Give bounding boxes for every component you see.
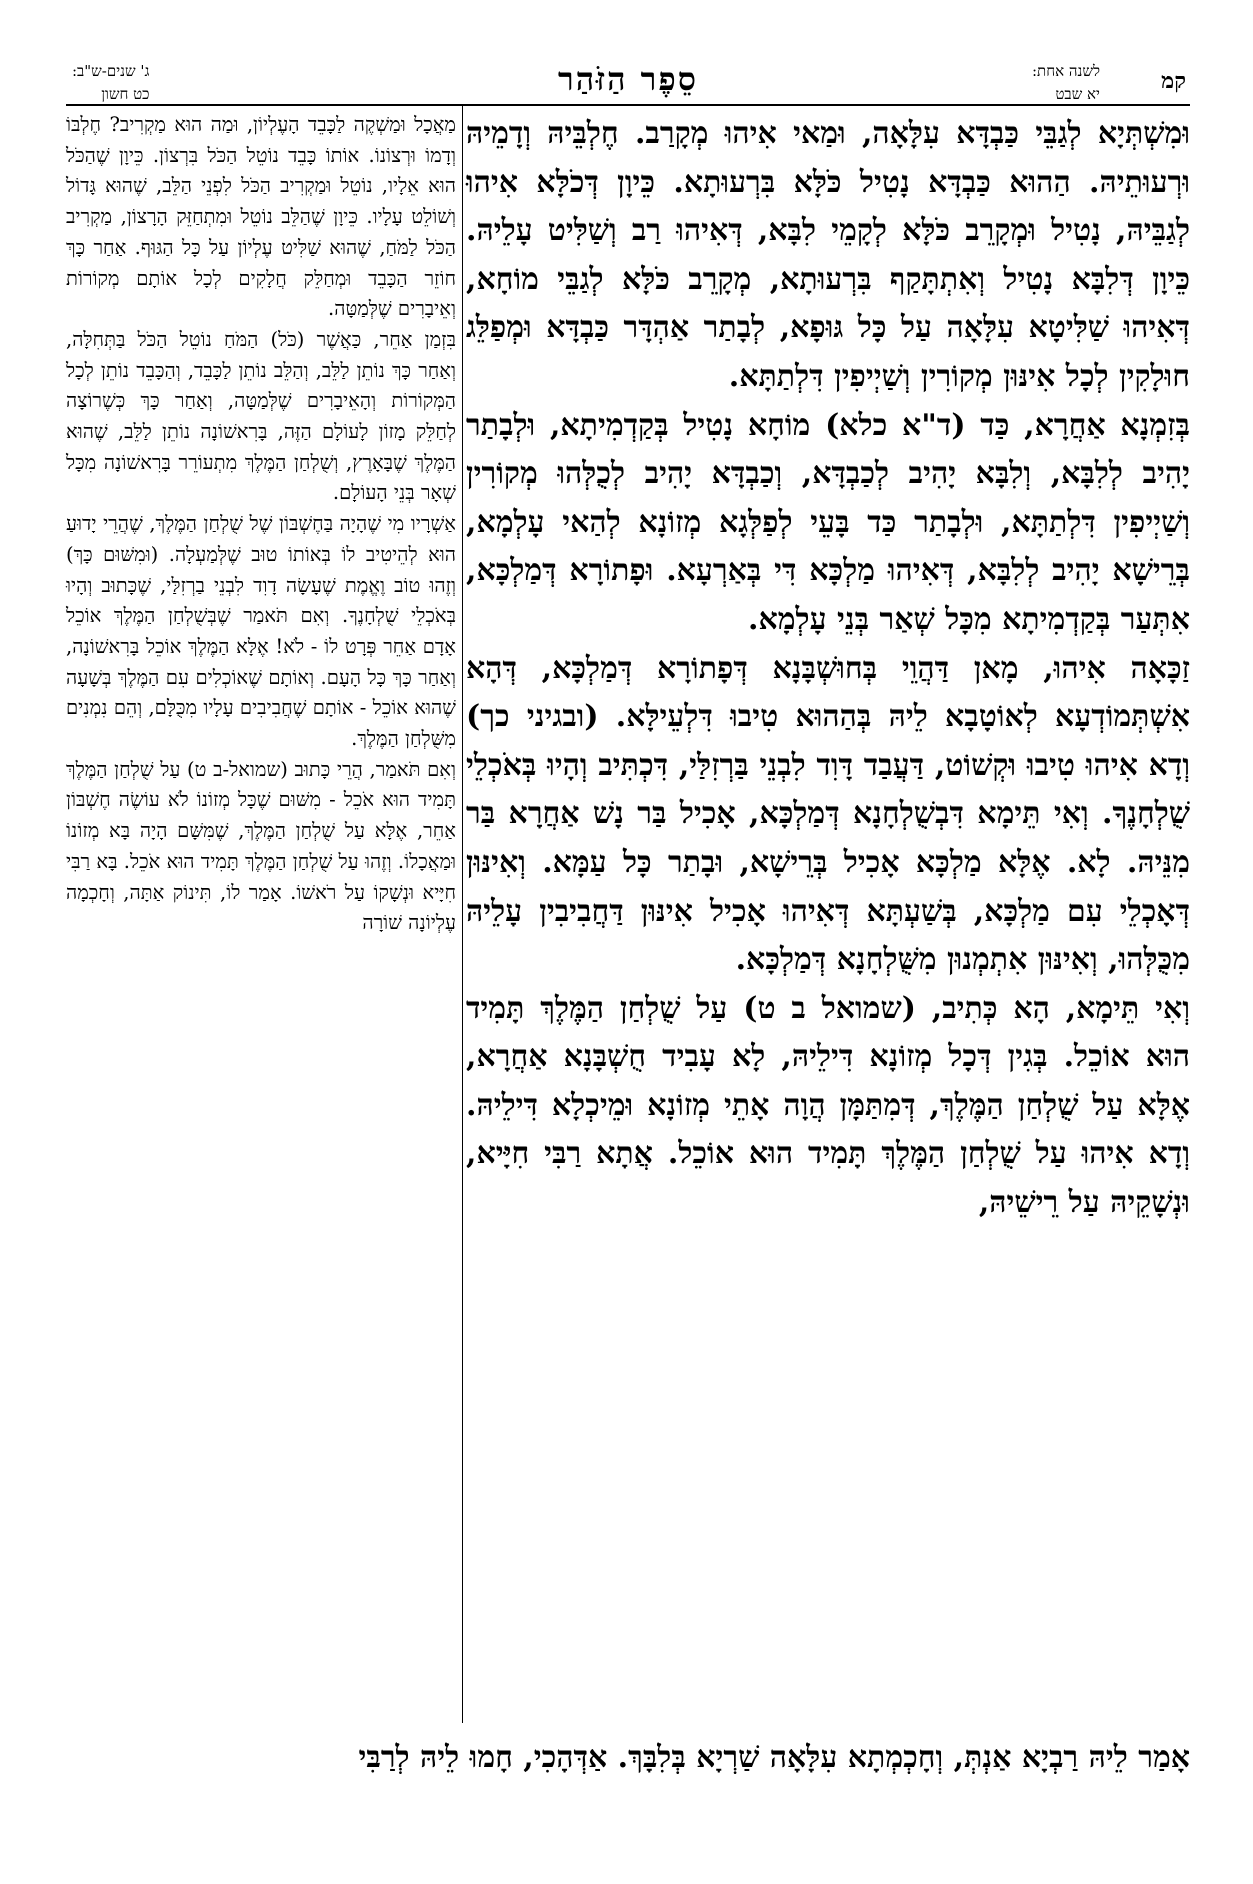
main-paragraph: זַכָּאָה אִיהוּ, מָאן דַּהֲוֵי בְּחוּשְׁבָּנָא דְּפָתוֹרָא דְּמַלְכָּא, דְּהָא אִשְׁתְּמוֹדְעָא לְאוֹטָבָא לֵיהּ בְּהַהוּא טִיבוּ דִּלְעֵילָּא. (ובגיני כך) וְדָא אִיהוּ טִיבוּ וּקְשׁוֹט, דַּעֲבַד דָּוִד לִבְנֵי בַּרְזִלַּי, דִּכְתִּיב וְהָיוּ בְּאֹכְלֵי שֻׁלְחָנֶךָ. וְאִי תֵּימָא דִּבְשֻׁלְחָנָא דְּמַלְכָּא, אָכִיל בַּר נָשׁ אַחֲרָא בַּר מִנֵּיהּ. לָא. אֶלָּא מַלְכָּא אָכִיל בְּרֵישָׁא, וּבָתַר כָּל עַמָּא. וְאִינּוּן דְּאָכְלֵי עִם מַלְכָּא, בְּשַׁעְתָּא דְּאִיהוּ אָכִיל אִינּוּן דַּחֲבִיבִין עָלֵיהּ מִכֻּלְּהוּ, וְאִינּוּן אִתְמְנוּן מִשֻּׁלְחָנָא דְּמַלְכָּא. [466, 650, 1190, 978]
main-paragraph: בְּזִמְנָא אַחֲרָא, כַּד (ד"א כלא) מוֹחָא נָטִיל בְּקַדְמִיתָא, וּלְבָתַר יָהִיב לְלִבָּא, וְלִבָּא יָהִיב לְכַבְדָּא, וְכַבְדָּא יָהִיב לְכֻלְּהוּ מְקוֹרִין וְשַׁיְיפִין דִּלְתַתָּא, וּלְבָתַר כַּד בָּעֵי לְפַלְּגָא מְזוֹנָא לְהַאי עָלְמָא, בְּרֵישָׁא יָהִיב לְלִבָּא, דְּאִיהוּ מַלְכָּא דִּי בְּאַרְעָא. וּפָתוֹרָא דְּמַלְכָּא, אִתְּעַר בְּקַדְמִיתָא מִכָּל שְׁאַר בְּנֵי עָלְמָא. [466, 407, 1190, 637]
side-paragraph: בִּזְמַן אַחֵר, כַּאֲשֶׁר (כֹּל) הַמֹּחַ נוֹטֵל הַכֹּל בַּתְּחִלָּה, וְאַחַר כָּךְ נוֹתֵן לַלֵּב, וְהַלֵּב נוֹתֵן לַכָּבֵד, וְהַכָּבֵד נוֹתֵן לְכָל הַמְּקוֹרוֹת וְהָאֵיבָרִים שֶׁלְּמַטָּה, וְאַחַר כָּךְ כְּשֶׁרוֹצָה לְחַלֵּק מָזוֹן לָעוֹלָם הַזֶּה, בָּרִאשׁוֹנָה נוֹתֵן לַלֵּב, שֶׁהוּא הַמֶּלֶךְ שֶׁבָּאָרֶץ, וְשֻׁלְחַן הַמֶּלֶךְ מִתְעוֹרֵר בָּרִאשׁוֹנָה מִכָּל שְׁאָר בְּנֵי הָעוֹלָם. [66, 327, 456, 505]
header-right-info [1032, 60, 1100, 106]
header-right-line2: יא שבט [1055, 85, 1100, 103]
side-paragraph: וְאִם תֹּאמַר, הֲרֵי כָּתוּב (שמואל-ב ט) עַל שֻׁלְחַן הַמֶּלֶךְ תָּמִיד הוּא אֹכֵל - מִשּׁוּם שֶׁכָּל מְזוֹנוֹ לֹא עוֹשֶׂה חֶשְׁבּוֹן אַחֵר, אֶלָּא עַל שֻׁלְחַן הַמֶּלֶךְ, שֶׁמִּשָּׁם הָיָה בָּא מְזוֹנוֹ וּמַאֲכָלוֹ. וְזֶהוּ עַל שֻׁלְחַן הַמֶּלֶךְ תָּמִיד הוּא אֹכֵל. בָּא רַבִּי חִיָּיא וּנְשָׁקוֹ עַל רֹאשׁוֹ. אָמַר לוֹ, תִּינוֹק אַתָּה, וְחָכְמָה עֶלְיוֹנָה שׁוֹרָה [66, 757, 456, 935]
header-left-info [72, 60, 150, 106]
aramaic-text-column [466, 110, 1190, 1228]
header-left-line1: ג' שנים-ש"ב: [72, 62, 150, 80]
side-paragraph: מַאֲכָל וּמַשְׁקֶה לַכָּבֵד הָעֶלְיוֹן, וּמַה הוּא מַקְרִיב? חֶלְבּוֹ וְדָמוֹ וּרְצוֹנוֹ. אוֹתוֹ כָּבֵד נוֹטֵל הַכֹּל בִּרְצוֹן. כֵּיוָן שֶׁהַכֹּל הוּא אֵלָיו, נוֹטֵל וּמַקְרִיב הַכֹּל לִפְנֵי הַלֵּב, שֶׁהוּא גָּדוֹל וְשׁוֹלֵט עָלָיו. כֵּיוָן שֶׁהַלֵּב נוֹטֵל וּמִתְחַזֵּק הָרָצוֹן, מַקְרִיב הַכֹּל לַמֹּחַ, שֶׁהוּא שַׁלִּיט עֶלְיוֹן עַל כָּל הַגּוּף. אַחַר כָּךְ חוֹזֵר הַכָּבֵד וּמְחַלֵּק חֲלָקִים לְכָל אוֹתָם מְקוֹרוֹת וְאֵיבָרִים שֶׁלְּמַטָּה. [66, 113, 456, 321]
column-divider [462, 106, 463, 1723]
main-paragraph: וּמִשְׁתְּיָא לְגַבֵּי כַּבְדָּא עִלָּאָה, וּמַאי אִיהוּ מְקָרַב. חֶלְבֵּיהּ וְדָמֵיהּ וּרְעוּתֵיהּ. הַהוּא כַּבְדָּא נָטִיל כֹּלָּא בִּרְעוּתָא. כֵּיוָן דְּכֹלָּא אִיהוּ לְגַבֵּיהּ, נָטִיל וּמְקָרֵב כֹּלָּא לְקָמֵי לִבָּא, דְּאִיהוּ רַב וְשַׁלִּיט עָלֵיהּ. כֵּיוָן דְּלִבָּא נָטִיל וְאִתְתָּקַף בִּרְעוּתָא, מְקָרֵב כֹּלָּא לְגַבֵּי מוֹחָא, דְּאִיהוּ שַׁלִּיטָא עִלָּאָה עַל כָּל גּוּפָא, לְבָתַר אַהְדָּר כַּבְדָּא וּמְפַלֵּג חוּלָקִין לְכָל אִינּוּן מְקוֹרִין וְשַׁיְיפִין דִּלְתַתָּא. [466, 116, 1190, 394]
bottom-full-width-line: אָמַר לֵיהּ רַבְיָא אַנְתְּ, וְחָכְמְתָא עִלָּאָה שַׁרְיָא בְּלִבָּךְ. אַדְּהָכִי, חָמוּ לֵיהּ לְרַבִּי [358, 1740, 1190, 1775]
header-divider [66, 104, 1190, 106]
hebrew-translation-column [66, 110, 456, 939]
header-right-line1: לשנה אחת: [1032, 62, 1100, 80]
side-paragraph: אַשְׁרָיו מִי שֶׁהָיָה בַּחֶשְׁבּוֹן שֶׁל שֻׁלְחַן הַמֶּלֶךְ, שֶׁהֲרֵי יָדוּעַ הוּא לְהֵיטִיב לוֹ בְּאוֹתוֹ טוּב שֶׁלְּמַעְלָה. (וּמִשּׁוּם כָּךְ) וְזֶהוּ טוֹב וֶאֱמֶת שֶׁעָשָׂה דָוִד לִבְנֵי בַרְזִלַּי, שֶׁכָּתוּב וְהָיוּ בְּאֹכְלֵי שֻׁלְחָנֶךָ. וְאִם תֹּאמַר שֶׁבְּשֻׁלְחַן הַמֶּלֶךְ אוֹכֵל אָדָם אַחֵר פְּרָט לוֹ - לֹא! אֶלָּא הַמֶּלֶךְ אוֹכֵל בָּרִאשׁוֹנָה, וְאַחַר כָּךְ כָּל הָעָם. וְאוֹתָם שֶׁאוֹכְלִים עִם הַמֶּלֶךְ בְּשָׁעָה שֶׁהוּא אוֹכֵל - אוֹתָם שֶׁחֲבִיבִים עָלָיו מִכֻּלָּם, וְהֵם נִמְנִים מִשֻּׁלְחַן הַמֶּלֶךְ. [66, 512, 456, 751]
main-paragraph: וְאִי תֵּימָא, הָא כְּתִיב, (שמואל ב ט) עַל שֻׁלְחַן הַמֶּלֶךְ תָּמִיד הוּא אוֹכֵל. בְּגִין דְּכָל מְזוֹנָא דִּילֵיהּ, לָא עָבִיד חֻשְׁבָּנָא אַחֲרָא, אֶלָּא עַל שֻׁלְחַן הַמֶּלֶךְ, דְּמִתַּמָּן הֲוָה אָתֵי מְזוֹנָא וּמֵיכְלָא דִּילֵיהּ. וְדָא אִיהוּ עַל שֻׁלְחַן הַמֶּלֶךְ תָּמִיד הוּא אוֹכֵל. אֲתָא רַבִּי חִיָּיא, וּנְשָׁקֵיהּ עַל רֵישֵׁיהּ, [466, 990, 1190, 1221]
header-left-line2: כט חשון [101, 85, 150, 103]
page-header [66, 60, 1190, 108]
page-number: קמ [1161, 68, 1186, 94]
book-title: סֵפֶר הַזֹּהַר [558, 60, 698, 98]
